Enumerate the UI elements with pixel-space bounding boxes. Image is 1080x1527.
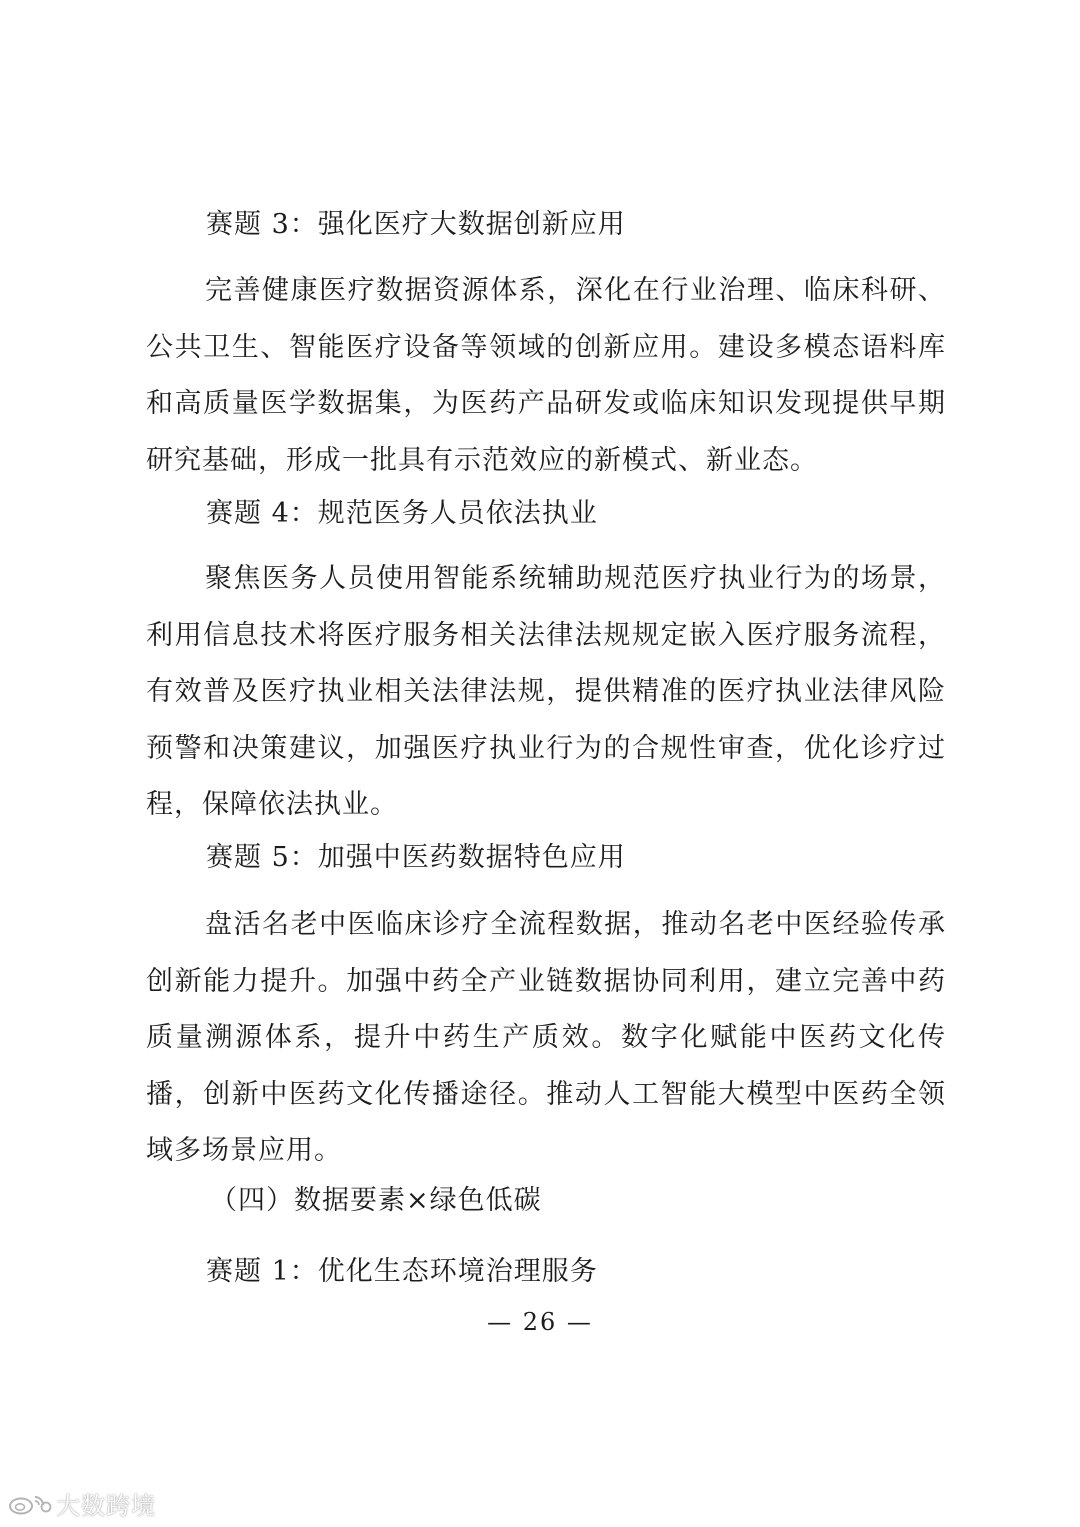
topic4-body: 聚焦医务人员使用智能系统辅助规范医疗执业行为的场景，利用信息技术将医疗服务相关法律法规规定嵌入医疗服务流程，有效普及医疗执业相关法律法规，提供精准的医疗执业法律风险预警和决策建议，加强医疗执业行为的合规性审查，优化诊疗过程，保障依法执业。 [146, 563, 946, 820]
watermark-text: 大数跨境 [56, 1492, 156, 1520]
topic5-heading: 赛题 5：加强中医药数据特色应用 [206, 842, 626, 873]
weibo-logo-icon [8, 1493, 52, 1515]
topic3-body: 完善健康医疗数据资源体系，深化在行业治理、临床科研、公共卫生、智能医疗设备等领域的创新应用。建设多模态语料库和高质量医学数据集，为医药产品研发或临床知识发现提供早期研究基础，形成一批具有示范效应的新模式、新业态。 [146, 275, 946, 476]
topic5-body: 盘活名老中医临床诊疗全流程数据，推动名老中医经验传承创新能力提升。加强中药全产业链数据协同利用，建立完善中药质量溯源体系，提升中药生产质效。数字化赋能中医药文化传播，创新中医药文化传播途径。推动人工智能大模型中医药全领域多场景应用。 [146, 909, 946, 1166]
topic3-heading: 赛题 3：强化医疗大数据创新应用 [206, 209, 626, 240]
page-number: — 26 — [487, 1308, 593, 1336]
section4-topic1-heading: 赛题 1：优化生态环境治理服务 [206, 1256, 598, 1287]
section4-heading: （四）数据要素×绿色低碳 [210, 1185, 542, 1216]
watermark [8, 1486, 156, 1521]
topic4-heading: 赛题 4：规范医务人员依法执业 [206, 498, 598, 529]
